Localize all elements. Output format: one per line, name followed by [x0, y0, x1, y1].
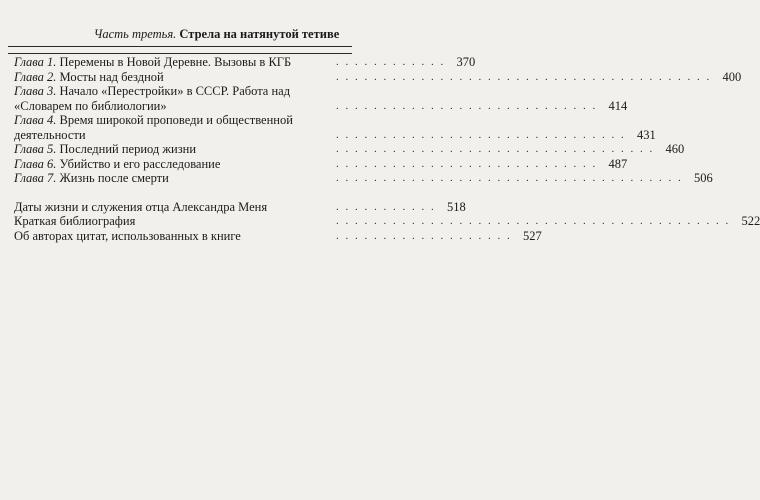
leader-dots: . . . . . . . . . . . . [336, 56, 446, 68]
leader-dots: . . . . . . . . . . . [336, 200, 436, 213]
toc-entry-chapter-2[interactable] [14, 69, 742, 85]
page-number: 460 [665, 142, 685, 156]
show-through-text [0, 285, 433, 297]
chapter-title: Перемены в Новой Деревне. Вызовы в КГБ [59, 55, 292, 69]
chapter-number: Глава 6. [14, 156, 57, 171]
part-title: Стрела на натянутой тетиве [179, 27, 340, 41]
chapter-number: Глава 4. [14, 113, 57, 127]
chapter-number: Глава 5. [14, 142, 57, 156]
chapter-title: Время широкой проповеди и общественной деятельности [14, 113, 293, 142]
toc-entry-chapter-3[interactable] [14, 84, 628, 113]
toc-entry-chapter-5[interactable] [14, 142, 685, 157]
appendix-title: Даты жизни и служения отца Александра Меня [14, 199, 268, 214]
page-number: 414 [608, 98, 628, 113]
toc-entry-chapter-1[interactable] [14, 55, 476, 70]
leader-dots: . . . . . . . . . . . . . . . . . . . . . . . . . . . . . . . [336, 128, 626, 141]
leader-dots: . . . . . . . . . . . . . . . . . . . . . . . . . . . . [336, 99, 598, 112]
toc-entry-chapter-6[interactable] [14, 156, 628, 172]
leader-dots: . . . . . . . . . . . . . . . . . . . . . . . . . . . . . . . . . . . . . . . . [336, 70, 712, 83]
chapter-number: Глава 2. [14, 69, 57, 84]
part-number: Часть третья. [93, 27, 177, 41]
page-number: 487 [608, 156, 628, 171]
chapter-title: Жизнь после смерти [59, 171, 169, 185]
leader-dots: . . . . . . . . . . . . . . . . . . . . . . . . . . . . . . . . . . . . . . . . . . [336, 215, 731, 227]
chapter-title: Начало «Перестройки» в СССР. Работа над «Словарем по библиологии» [14, 84, 291, 113]
toc-entry-chapter-4[interactable] [14, 113, 656, 142]
toc-entry-appendix-1[interactable] [14, 199, 466, 215]
leader-dots: . . . . . . . . . . . . . . . . . . . [336, 229, 512, 242]
chapter-number: Глава 1. [14, 55, 57, 69]
table-of-contents [14, 55, 760, 243]
chapter-number: Глава 3. [14, 84, 57, 98]
chapter-title: Убийство и его расследование [59, 156, 221, 171]
page-number: 518 [447, 199, 466, 214]
page-number: 431 [637, 127, 656, 142]
page-number: 400 [722, 69, 742, 84]
chapter-title: Последний период жизни [59, 142, 197, 156]
appendix-title: Краткая библиография [14, 214, 136, 228]
leader-dots: . . . . . . . . . . . . . . . . . . . . . . . . . . . . [336, 157, 598, 170]
chapter-title: Мосты над бездной [59, 69, 164, 84]
appendix-title: Об авторах цитат, использованных в книге [14, 228, 241, 243]
page-number: 527 [523, 228, 542, 243]
page-number: 370 [456, 55, 476, 69]
toc-entry-appendix-3[interactable] [14, 228, 542, 244]
header-rule-top [8, 46, 352, 47]
toc-entry-chapter-7[interactable] [14, 171, 713, 186]
page-number: 506 [694, 171, 713, 185]
leader-dots: . . . . . . . . . . . . . . . . . . . . . . . . . . . . . . . . . . [336, 143, 655, 155]
leader-dots: . . . . . . . . . . . . . . . . . . . . . . . . . . . . . . . . . . . . . [336, 172, 683, 184]
page-number: 522 [741, 214, 760, 228]
toc-entry-appendix-2[interactable] [14, 214, 760, 229]
header-rule-bottom [8, 53, 352, 54]
chapter-number: Глава 7. [14, 171, 57, 185]
part-header [0, 26, 433, 42]
